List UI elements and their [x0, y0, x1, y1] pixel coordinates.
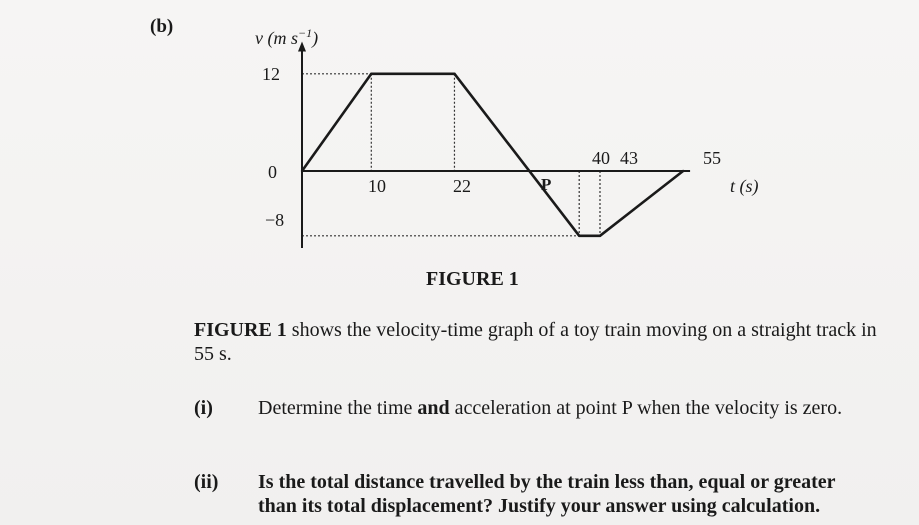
x-tick-label-10: 10 — [368, 176, 386, 196]
y-axis-label: v (m $s^{-1}$) — [255, 26, 319, 48]
data-point-t22 — [453, 73, 455, 75]
figure-caption: FIGURE 1 — [426, 268, 519, 290]
x-tick-label-43: 43 — [620, 148, 638, 168]
x-tick-label-22: 22 — [453, 176, 471, 196]
data-point-t10 — [370, 73, 372, 75]
data-point-t55 — [682, 170, 684, 172]
y-tick-label-0: 0 — [268, 162, 277, 182]
question-i-number: (i) — [194, 397, 213, 419]
data-point-t0 — [301, 170, 303, 172]
part-label: (b) — [150, 16, 174, 37]
y-tick-label-12: 12 — [262, 64, 280, 84]
question-ii-number: (ii) — [194, 471, 219, 493]
figure-description — [194, 318, 884, 366]
x-tick-label-55: 55 — [703, 148, 721, 168]
point-p-label: P — [541, 175, 552, 194]
y-axis-arrow-icon — [298, 42, 306, 52]
dotted-guides — [302, 74, 600, 236]
description-text: shows the velocity-time graph of a toy train moving on a straight track in 55 s. — [194, 319, 877, 365]
x-tick-label-40: 40 — [592, 148, 610, 168]
y-tick-label-minus-8: −8 — [265, 210, 285, 230]
x-axis-label: t (s) — [730, 176, 759, 196]
data-point-t40 — [578, 235, 580, 237]
data-point-t43 — [599, 235, 601, 237]
question-ii-text: Is the total distance travelled by the train less than, equal or greater than its total displacement? Justify your answer using calculation. — [258, 471, 836, 517]
question-i-text: Determine the time and acceleration at point P when the velocity is zero. — [258, 397, 843, 419]
description-lead: FIGURE 1 — [194, 319, 287, 341]
